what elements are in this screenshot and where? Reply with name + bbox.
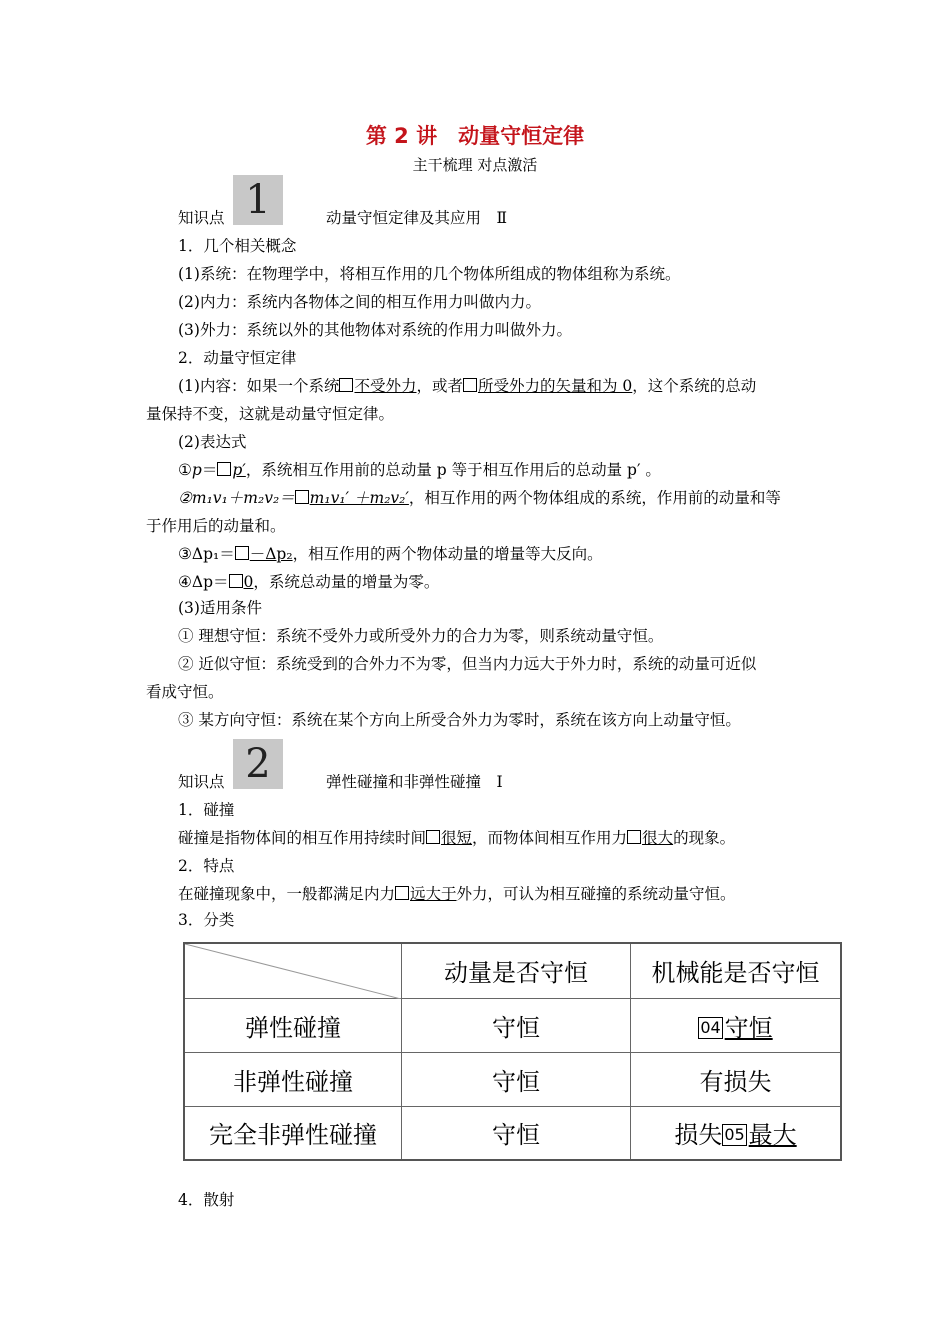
paragraph: (1)系统：在物理学中，将相互作用的几个物体所组成的物体组称为系统。	[178, 265, 681, 283]
fill-blank: 0	[229, 573, 254, 591]
paragraph: (3)外力：系统以外的其他物体对系统的作用力叫做外力。	[178, 321, 572, 339]
fill-blank: 远大于	[395, 885, 457, 903]
paragraph: ③ 某方向守恒：系统在某个方向上所受合外力为零时，系统在该方向上动量守恒。	[178, 711, 741, 729]
table-row	[184, 1052, 841, 1106]
expression-2: ②m₁v₁＋m₂v₂＝ m₁v₁′ ＋m₂v₂′，相互作用的两个物体组成的系统，作用前的动量和等	[178, 489, 781, 507]
text: (1)内容：如果一个系统	[178, 377, 340, 395]
fill-blank: 所受外力的矢量和为 0	[463, 377, 632, 395]
kp1-heading: 动量守恒定律及其应用 Ⅱ	[326, 209, 508, 227]
table-row	[184, 1106, 841, 1160]
expression-3: ③Δp₁＝ －Δp₂，相互作用的两个物体动量的增量等大反向。	[178, 545, 603, 563]
row-type: 非弹性碰撞	[184, 1052, 402, 1106]
blank-number: 05	[724, 1125, 745, 1145]
section-heading: 1．碰撞	[178, 801, 235, 819]
kp1-prefix: 知识点	[178, 209, 225, 227]
row-momentum: 守恒	[402, 1052, 631, 1106]
page-subtitle: 主干梳理 对点激活	[412, 156, 538, 174]
section-heading: 4．散射	[178, 1191, 235, 1209]
paragraph: 量保持不变，这就是动量守恒定律。	[146, 405, 395, 423]
row-type: 完全非弹性碰撞	[184, 1106, 402, 1160]
fill-blank: m₁v₁′ ＋m₂v₂′	[295, 489, 409, 507]
row-type: 弹性碰撞	[184, 998, 402, 1052]
table-corner-cell	[184, 943, 402, 998]
text: ，或者	[416, 377, 463, 395]
paragraph: 看成守恒。	[146, 683, 224, 701]
paragraph: ① 理想守恒：系统不受外力或所受外力的合力为零，则系统动量守恒。	[178, 627, 664, 645]
page-title: 第 2 讲 动量守恒定律	[365, 124, 585, 148]
paragraph: (2)内力：系统内各物体之间的相互作用力叫做内力。	[178, 293, 541, 311]
paragraph: 于作用后的动量和。	[146, 517, 286, 535]
section-heading: 3．分类	[178, 911, 235, 929]
row-momentum: 守恒	[402, 998, 631, 1052]
table-row	[184, 998, 841, 1052]
row-momentum: 守恒	[402, 1106, 631, 1160]
row-energy: 损失 05 最大	[631, 1106, 842, 1160]
table-header-momentum: 动量是否守恒	[402, 943, 631, 998]
collision-definition: 碰撞是指物体间的相互作用持续时间 很短，而物体间相互作用力 很大的现象。	[178, 829, 736, 847]
collision-classification-table	[183, 942, 842, 1161]
kp2-heading: 弹性碰撞和非弹性碰撞 Ⅰ	[326, 773, 503, 791]
section-heading: 2．特点	[178, 857, 235, 875]
row-energy: 04 守恒	[631, 998, 842, 1052]
text: ，这个系统的总动	[632, 377, 757, 395]
section-heading: 2．动量守恒定律	[178, 349, 297, 367]
kp1-number-badge: 1	[233, 175, 283, 225]
fill-blank: 很大	[627, 829, 673, 847]
expression-4: ④Δp＝ 0，系统总动量的增量为零。	[178, 573, 440, 591]
section-heading: 1．几个相关概念	[178, 237, 297, 255]
law-content	[178, 376, 756, 396]
expression-1: ①p＝ p′，系统相互作用前的总动量 p 等于相互作用后的总动量 p′ 。	[178, 461, 661, 479]
kp2-prefix: 知识点	[178, 773, 225, 791]
subheading: (3)适用条件	[178, 599, 262, 617]
kp2-number-badge: 2	[233, 739, 283, 789]
fill-blank: －Δp₂	[235, 545, 293, 563]
fill-blank: 不受外力	[339, 377, 416, 395]
blank-number: 04	[700, 1017, 721, 1037]
fill-blank: 很短	[426, 829, 472, 847]
table-header-energy: 机械能是否守恒	[631, 943, 842, 998]
subheading: (2)表达式	[178, 433, 247, 451]
diagonal-line	[185, 944, 401, 999]
paragraph: ② 近似守恒：系统受到的合外力不为零，但当内力远大于外力时，系统的动量可近似	[178, 655, 757, 673]
fill-blank: p′	[217, 461, 245, 479]
collision-feature: 在碰撞现象中，一般都满足内力 远大于外力，可认为相互碰撞的系统动量守恒。	[178, 885, 736, 903]
row-energy: 有损失	[631, 1052, 842, 1106]
